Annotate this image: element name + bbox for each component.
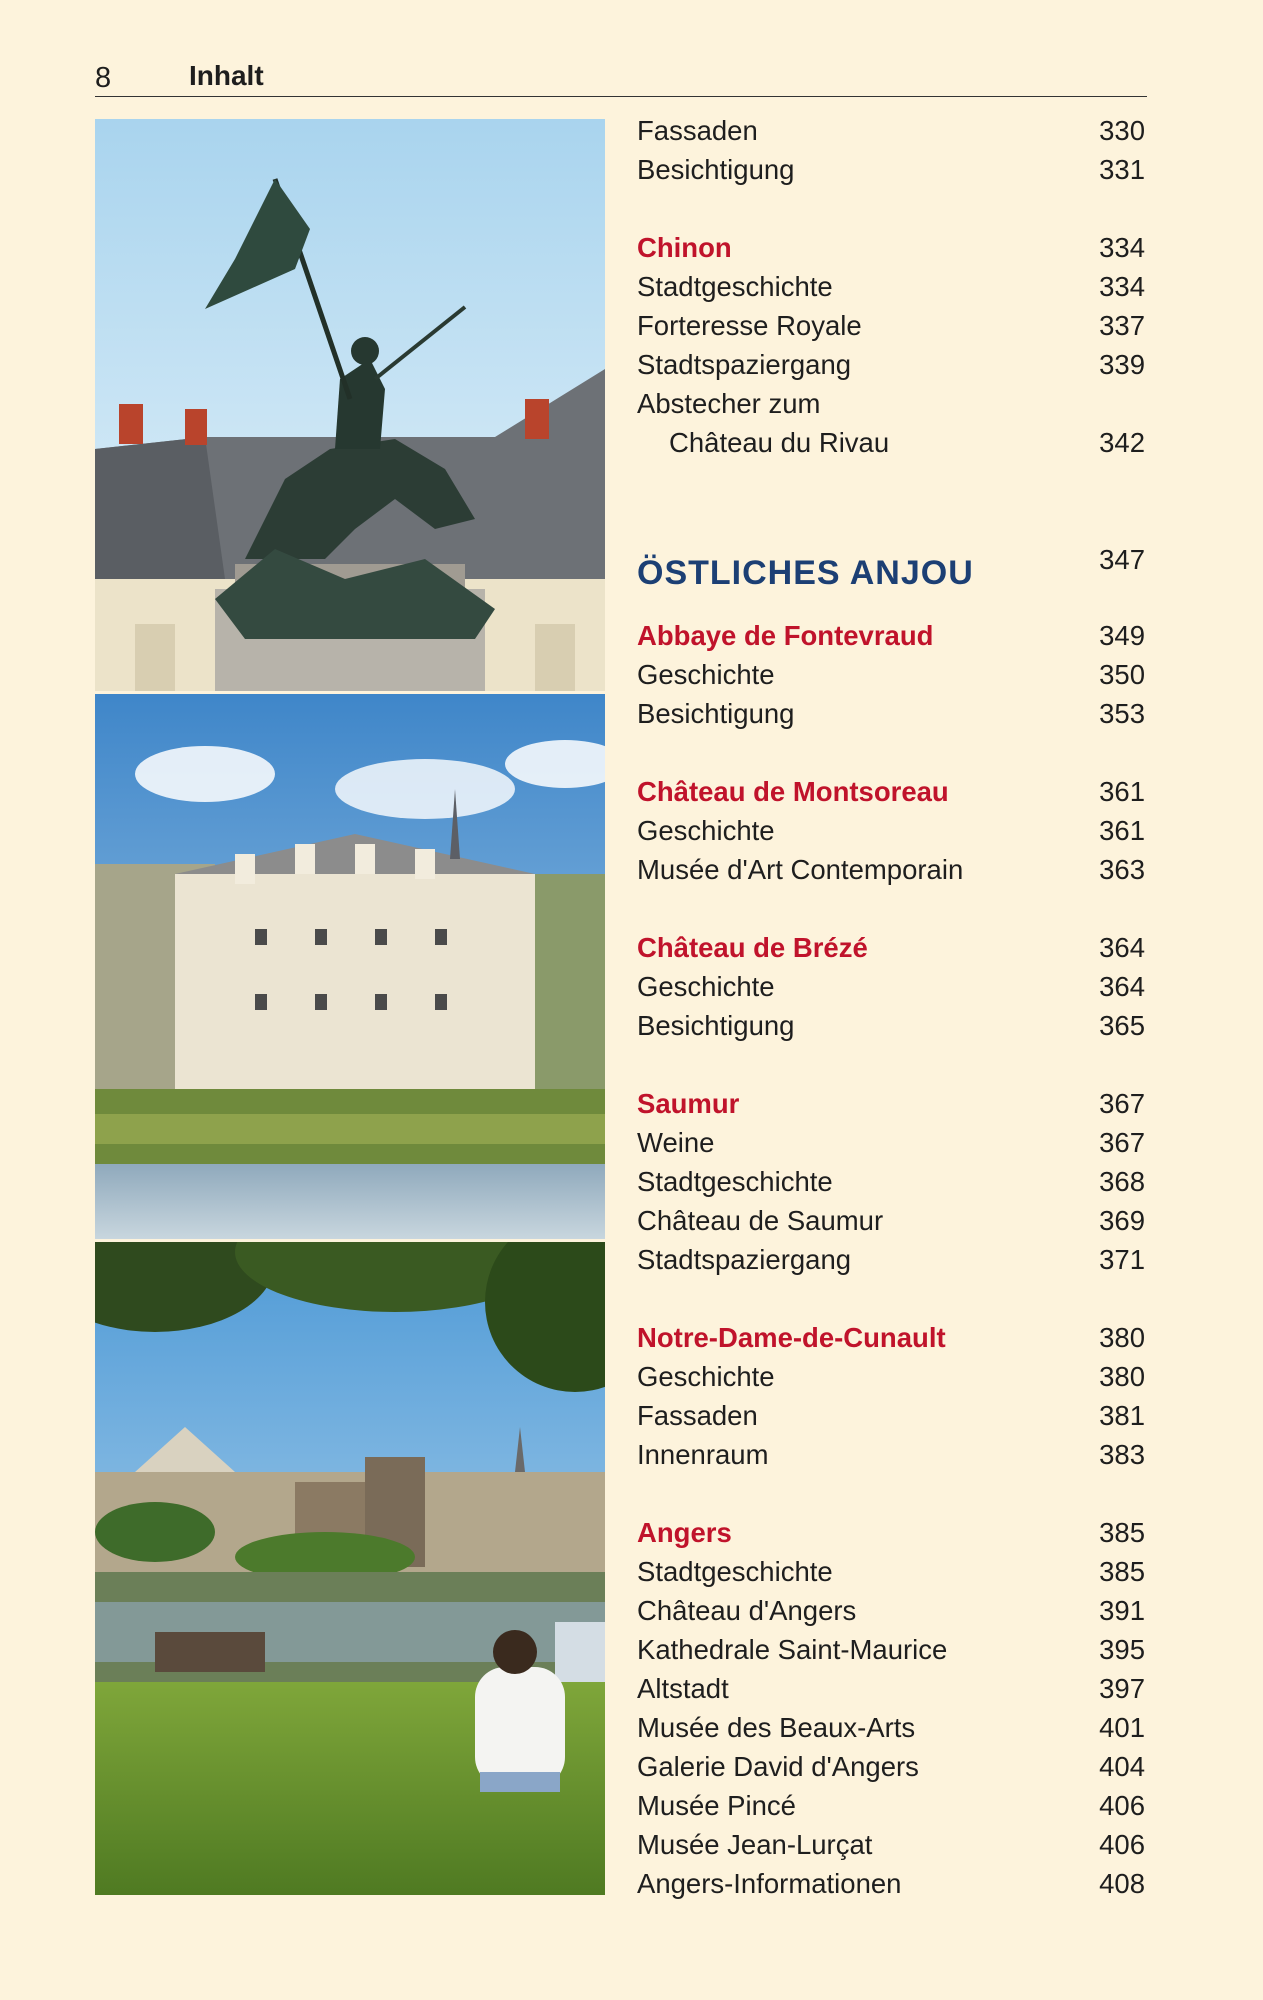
photo-column: [95, 119, 605, 1895]
toc-page: 331: [1099, 154, 1145, 185]
toc-page: 380: [1099, 1322, 1145, 1353]
toc-page: 385: [1099, 1517, 1145, 1548]
toc-section-title: Chinon: [637, 232, 732, 263]
toc-section-breze[interactable]: [637, 928, 1147, 967]
toc-label: Besichtigung: [637, 154, 795, 185]
toc-page: 368: [1099, 1166, 1145, 1197]
toc-label: Geschichte: [637, 1361, 775, 1392]
toc-label: Stadtspaziergang: [637, 349, 852, 380]
toc-entry[interactable]: [637, 694, 1147, 733]
toc-section-title: Angers: [637, 1517, 732, 1548]
toc-section-chinon[interactable]: [637, 228, 1147, 267]
toc-label: Stadtgeschichte: [637, 271, 833, 302]
toc-label: Besichtigung: [637, 1010, 795, 1041]
toc-page: 380: [1099, 1361, 1145, 1392]
toc-page: 371: [1099, 1244, 1145, 1275]
toc-page: 391: [1099, 1595, 1145, 1626]
toc-page: 330: [1099, 115, 1145, 146]
toc-page: 367: [1099, 1127, 1145, 1158]
toc-region-heading[interactable]: [637, 544, 1147, 604]
toc-section-fontevraud[interactable]: [637, 616, 1147, 655]
toc-section-title: Château de Montsoreau: [637, 776, 949, 807]
toc-entry[interactable]: [637, 811, 1147, 850]
toc-page: 347: [1099, 544, 1145, 575]
toc-page: 350: [1099, 659, 1145, 690]
toc-entry[interactable]: [637, 150, 1147, 189]
toc-section-cunault[interactable]: [637, 1318, 1147, 1357]
toc-entry[interactable]: [637, 1786, 1147, 1825]
toc-entry[interactable]: [637, 1201, 1147, 1240]
toc-page: 337: [1099, 310, 1145, 341]
toc-label: Musée des Beaux-Arts: [637, 1712, 916, 1743]
table-of-contents: [637, 111, 1147, 1903]
toc-page: 401: [1099, 1712, 1145, 1743]
toc-entry[interactable]: [637, 1006, 1147, 1045]
toc-label: Fassaden: [637, 1400, 758, 1431]
toc-page: 406: [1099, 1829, 1145, 1860]
toc-label: Château d'Angers: [637, 1595, 857, 1626]
toc-entry[interactable]: [637, 1708, 1147, 1747]
toc-entry[interactable]: [637, 850, 1147, 889]
toc-label: Musée d'Art Contemporain: [637, 854, 964, 885]
toc-label: Kathedrale Saint-Maurice: [637, 1634, 948, 1665]
toc-label: Innenraum: [637, 1439, 769, 1470]
toc-section-title: Notre-Dame-de-Cunault: [637, 1322, 946, 1353]
toc-label: Geschichte: [637, 815, 775, 846]
page-number: 8: [95, 62, 112, 94]
toc-page: 408: [1099, 1868, 1145, 1899]
toc-label: Stadtgeschichte: [637, 1166, 833, 1197]
toc-entry[interactable]: [637, 345, 1147, 384]
photo-chateau-de-montsoreau: [95, 694, 605, 1239]
toc-label: Forteresse Royale: [637, 310, 862, 341]
toc-section-angers[interactable]: [637, 1513, 1147, 1552]
toc-page: 334: [1099, 271, 1145, 302]
toc-page: 381: [1099, 1400, 1145, 1431]
toc-page: 383: [1099, 1439, 1145, 1470]
toc-label: Weine: [637, 1127, 715, 1158]
toc-entry[interactable]: [637, 1825, 1147, 1864]
toc-label: Fassaden: [637, 115, 758, 146]
toc-entry[interactable]: [637, 306, 1147, 345]
toc-section-title: Château de Brézé: [637, 932, 868, 963]
header-title: Inhalt: [189, 60, 264, 91]
toc-entry[interactable]: [637, 1747, 1147, 1786]
toc-page: 361: [1099, 776, 1145, 807]
toc-page: 397: [1099, 1673, 1145, 1704]
toc-section-title: Saumur: [637, 1088, 740, 1119]
toc-section-saumur[interactable]: [637, 1084, 1147, 1123]
toc-label: Geschichte: [637, 659, 775, 690]
toc-page: 395: [1099, 1634, 1145, 1665]
toc-label: Geschichte: [637, 971, 775, 1002]
toc-label: Château de Saumur: [637, 1205, 884, 1236]
toc-section-montsoreau[interactable]: [637, 772, 1147, 811]
toc-entry[interactable]: [637, 1669, 1147, 1708]
toc-page: 339: [1099, 349, 1145, 380]
toc-page: 334: [1099, 232, 1145, 263]
toc-entry[interactable]: [637, 1357, 1147, 1396]
toc-page: 361: [1099, 815, 1145, 846]
toc-label: Stadtspaziergang: [637, 1244, 852, 1275]
toc-page: 349: [1099, 620, 1145, 651]
toc-label: Musée Jean-Lurçat: [637, 1829, 873, 1860]
toc-page: 364: [1099, 971, 1145, 1002]
toc-label: Château du Rivau: [669, 427, 890, 458]
toc-entry[interactable]: [637, 1591, 1147, 1630]
toc-entry[interactable]: [637, 1123, 1147, 1162]
toc-entry[interactable]: [637, 1630, 1147, 1669]
toc-label: Besichtigung: [637, 698, 795, 729]
page-header: [95, 58, 1147, 97]
toc-label: Musée Pincé: [637, 1790, 796, 1821]
toc-label: Altstadt: [637, 1673, 729, 1704]
toc-page: 342: [1099, 427, 1145, 458]
toc-label: Stadtgeschichte: [637, 1556, 833, 1587]
toc-entry[interactable]: [637, 1552, 1147, 1591]
toc-entry[interactable]: [637, 1864, 1147, 1903]
toc-page: 363: [1099, 854, 1145, 885]
photo-jeanne-d-arc-statue: [95, 119, 605, 691]
toc-entry[interactable]: [637, 967, 1147, 1006]
toc-page: 406: [1099, 1790, 1145, 1821]
toc-label: Abstecher zum: [637, 388, 821, 419]
region-title: ÖSTLICHES ANJOU: [637, 554, 974, 592]
toc-page: 385: [1099, 1556, 1145, 1587]
toc-page: 364: [1099, 932, 1145, 963]
toc-entry[interactable]: [637, 655, 1147, 694]
toc-entry[interactable]: [637, 1240, 1147, 1279]
toc-page: 353: [1099, 698, 1145, 729]
toc-entry[interactable]: [637, 1435, 1147, 1474]
toc-entry[interactable]: [637, 111, 1147, 150]
toc-label: Galerie David d'Angers: [637, 1751, 919, 1782]
toc-entry[interactable]: [637, 1396, 1147, 1435]
toc-entry[interactable]: [637, 384, 1147, 423]
toc-entry[interactable]: [637, 1162, 1147, 1201]
toc-page: 365: [1099, 1010, 1145, 1041]
photo-angers-riverside: [95, 1242, 605, 1895]
toc-section-title: Abbaye de Fontevraud: [637, 620, 934, 651]
toc-page: 369: [1099, 1205, 1145, 1236]
toc-page: 367: [1099, 1088, 1145, 1119]
toc-page: 404: [1099, 1751, 1145, 1782]
toc-entry[interactable]: [637, 423, 1147, 462]
toc-label: Angers-Informationen: [637, 1868, 902, 1899]
toc-entry[interactable]: [637, 267, 1147, 306]
